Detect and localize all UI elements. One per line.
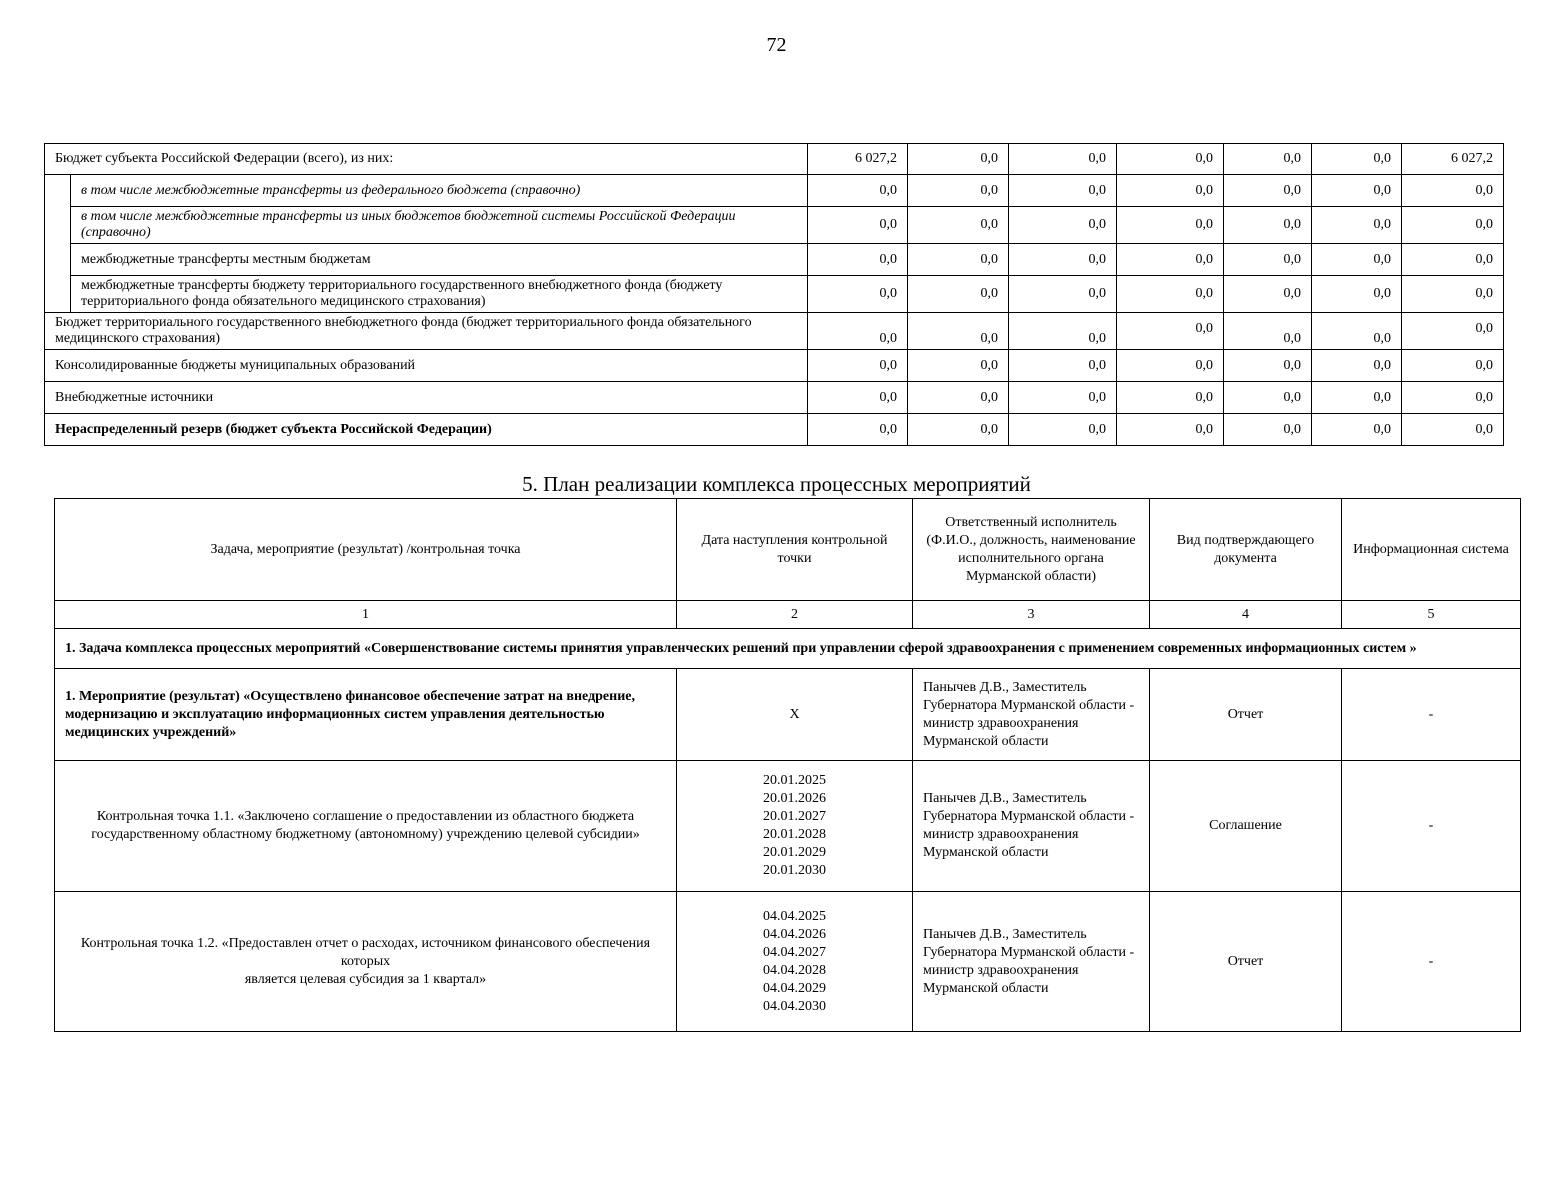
budget-cell: 0,0 — [1117, 144, 1224, 175]
budget-cell: 0,0 — [808, 244, 908, 276]
control-point-name-line: является целевая субсидия за 1 квартал» — [244, 971, 487, 987]
control-point-name-line: Контрольная точка 1.2. «Предоставлен отчет о расходах, источником финансового обеспечения которых — [80, 935, 651, 969]
responsible-person: Панычев Д.В., Заместитель Губернатора Мурманской области - министр здравоохранения Мурманской области — [913, 669, 1150, 761]
header-row — [55, 499, 1521, 601]
control-date: 20.01.2028 — [763, 827, 826, 842]
budget-cell: 0,0 — [908, 350, 1009, 382]
budget-cell: 0,0 — [1312, 313, 1402, 350]
budget-cell: 0,0 — [1224, 350, 1312, 382]
budget-row-label: в том числе межбюджетные трансферты из иных бюджетов бюджетной системы Российской Федерации (справочно) — [71, 207, 808, 244]
task-title: 1. Задача комплекса процессных мероприятий «Совершенствование системы принятия управленческих решений при управлении сферой здравоохранения с применением современных информационных систем » — [55, 629, 1521, 669]
budget-cell: 0,0 — [808, 350, 908, 382]
information-system: - — [1342, 892, 1521, 1032]
column-number: 5 — [1342, 601, 1521, 629]
control-date: 04.04.2027 — [763, 944, 826, 960]
budget-cell: 0,0 — [1224, 244, 1312, 276]
budget-cell: 0,0 — [1117, 414, 1224, 446]
budget-cell: 0,0 — [1224, 313, 1312, 350]
column-number: 3 — [913, 601, 1150, 629]
budget-cell: 0,0 — [1224, 382, 1312, 414]
budget-cell: 0,0 — [1009, 207, 1117, 244]
budget-cell: 0,0 — [1117, 350, 1224, 382]
page-number: 72 — [766, 34, 787, 56]
measure-name: 1. Мероприятие (результат) «Осуществлено финансовое обеспечение затрат на внедрение, модернизацию и эксплуатацию информационных систем управления деятельностью медицинских учреждений» — [55, 669, 677, 761]
document-type: Отчет — [1150, 892, 1342, 1032]
budget-cell: 0,0 — [908, 382, 1009, 414]
budget-cell: 0,0 — [1009, 144, 1117, 175]
budget-row — [45, 175, 1504, 207]
budget-cell: 0,0 — [808, 382, 908, 414]
budget-cell: 0,0 — [1009, 244, 1117, 276]
budget-cell: 0,0 — [1117, 313, 1224, 350]
control-date: 04.04.2028 — [763, 962, 826, 978]
budget-cell: 0,0 — [808, 313, 908, 350]
plan-table — [54, 498, 1521, 1032]
budget-row-label: межбюджетные трансферты местным бюджетам — [71, 244, 808, 276]
budget-cell: 0,0 — [1009, 382, 1117, 414]
budget-cell: 0,0 — [1117, 382, 1224, 414]
column-number: 2 — [677, 601, 913, 629]
control-dates — [677, 761, 913, 892]
budget-cell: 0,0 — [908, 207, 1009, 244]
budget-cell: 0,0 — [1402, 350, 1504, 382]
budget-cell: 0,0 — [1117, 276, 1224, 313]
document-type: Отчет — [1150, 669, 1342, 761]
budget-cell: 0,0 — [1312, 244, 1402, 276]
budget-row-label: Бюджет субъекта Российской Федерации (всего), из них: — [45, 144, 808, 175]
budget-cell: 0,0 — [1117, 244, 1224, 276]
budget-row — [45, 144, 1504, 175]
budget-cell: 0,0 — [908, 175, 1009, 207]
column-number-row — [55, 601, 1521, 629]
budget-cell: 0,0 — [1117, 175, 1224, 207]
budget-row — [45, 313, 1504, 350]
responsible-person: Панычев Д.В., Заместитель Губернатора Мурманской области - министр здравоохранения Мурманской области — [913, 892, 1150, 1032]
budget-cell: 0,0 — [1009, 414, 1117, 446]
control-point-name: Контрольная точка 1.1. «Заключено соглашение о предоставлении из областного бюджета государственному областному бюджетному (автономному) учреждению целевой субсидии» — [55, 761, 677, 892]
table-row — [55, 761, 1521, 892]
control-date: 04.04.2026 — [763, 926, 826, 942]
budget-row — [45, 382, 1504, 414]
control-dates — [677, 892, 913, 1032]
section-title: 5. План реализации комплекса процессных мероприятий — [522, 472, 1031, 496]
budget-cell: 0,0 — [1312, 207, 1402, 244]
budget-cell: 0,0 — [1402, 244, 1504, 276]
budget-cell: 0,0 — [808, 414, 908, 446]
control-point-name — [55, 892, 677, 1032]
budget-cell: 0,0 — [1009, 276, 1117, 313]
responsible-person: Панычев Д.В., Заместитель Губернатора Мурманской области - министр здравоохранения Мурманской области — [913, 761, 1150, 892]
table-row — [55, 669, 1521, 761]
table-row — [55, 892, 1521, 1032]
budget-row-label: в том числе межбюджетные трансферты из федерального бюджета (справочно) — [71, 175, 808, 207]
column-header: Вид подтверждающего документа — [1150, 499, 1342, 601]
budget-row — [45, 276, 1504, 313]
task-row — [55, 629, 1521, 669]
budget-cell: 0,0 — [1224, 276, 1312, 313]
budget-cell: 0,0 — [1402, 414, 1504, 446]
budget-cell: 0,0 — [1312, 382, 1402, 414]
column-header: Задача, мероприятие (результат) /контрольная точка — [55, 499, 677, 601]
budget-cell: 0,0 — [1312, 414, 1402, 446]
budget-cell: 6 027,2 — [808, 144, 908, 175]
budget-cell: 0,0 — [1402, 207, 1504, 244]
budget-cell: 0,0 — [1312, 175, 1402, 207]
column-number: 4 — [1150, 601, 1342, 629]
budget-row — [45, 350, 1504, 382]
indent-cell — [45, 175, 71, 313]
budget-cell: 0,0 — [1402, 382, 1504, 414]
budget-cell: 0,0 — [1402, 175, 1504, 207]
control-date: 04.04.2030 — [763, 998, 826, 1014]
budget-row-label: Внебюджетные источники — [45, 382, 808, 414]
control-date: 20.01.2027 — [763, 809, 826, 824]
control-date: 20.01.2025 — [763, 773, 826, 788]
budget-cell: 0,0 — [1312, 144, 1402, 175]
control-date: 20.01.2030 — [763, 863, 826, 878]
budget-row-label: межбюджетные трансферты бюджету территориального государственного внебюджетного фонда (бюджету территориального фонда обязательного медицинского страхования) — [71, 276, 808, 313]
budget-cell: 0,0 — [808, 207, 908, 244]
budget-cell: 0,0 — [1224, 175, 1312, 207]
column-number: 1 — [55, 601, 677, 629]
budget-row — [45, 414, 1504, 446]
column-header: Дата наступления контрольной точки — [677, 499, 913, 601]
budget-cell: 0,0 — [1117, 207, 1224, 244]
column-header: Информационная система — [1342, 499, 1521, 601]
control-date: 04.04.2029 — [763, 980, 826, 996]
budget-cell: 0,0 — [908, 276, 1009, 313]
budget-cell: 0,0 — [1312, 350, 1402, 382]
budget-cell: 0,0 — [1009, 175, 1117, 207]
budget-cell: 6 027,2 — [1402, 144, 1504, 175]
budget-cell: 0,0 — [808, 276, 908, 313]
budget-cell: 0,0 — [808, 175, 908, 207]
budget-row — [45, 207, 1504, 244]
budget-cell: 0,0 — [1009, 313, 1117, 350]
budget-row — [45, 244, 1504, 276]
document-type: Соглашение — [1150, 761, 1342, 892]
information-system: - — [1342, 669, 1521, 761]
budget-row-label: Консолидированные бюджеты муниципальных образований — [45, 350, 808, 382]
budget-table — [44, 143, 1504, 446]
budget-cell: 0,0 — [908, 313, 1009, 350]
budget-cell: 0,0 — [1402, 313, 1504, 350]
budget-cell: 0,0 — [1224, 207, 1312, 244]
control-date: X — [677, 669, 913, 761]
budget-row-label: Бюджет территориального государственного внебюджетного фонда (бюджет территориального фонда обязательного медицинского страхования) — [45, 313, 808, 350]
control-date: 04.04.2025 — [763, 908, 826, 924]
budget-cell: 0,0 — [908, 414, 1009, 446]
information-system: - — [1342, 761, 1521, 892]
budget-cell: 0,0 — [1009, 350, 1117, 382]
budget-cell: 0,0 — [1312, 276, 1402, 313]
budget-cell: 0,0 — [1402, 276, 1504, 313]
budget-cell: 0,0 — [908, 244, 1009, 276]
budget-cell: 0,0 — [1224, 144, 1312, 175]
budget-row-label: Нераспределенный резерв (бюджет субъекта Российской Федерации) — [45, 414, 808, 446]
column-header: Ответственный исполнитель (Ф.И.О., должность, наименование исполнительного органа Мурманской области) — [913, 499, 1150, 601]
budget-cell: 0,0 — [1224, 414, 1312, 446]
control-date: 20.01.2029 — [763, 845, 826, 860]
control-date: 20.01.2026 — [763, 791, 826, 806]
budget-cell: 0,0 — [908, 144, 1009, 175]
